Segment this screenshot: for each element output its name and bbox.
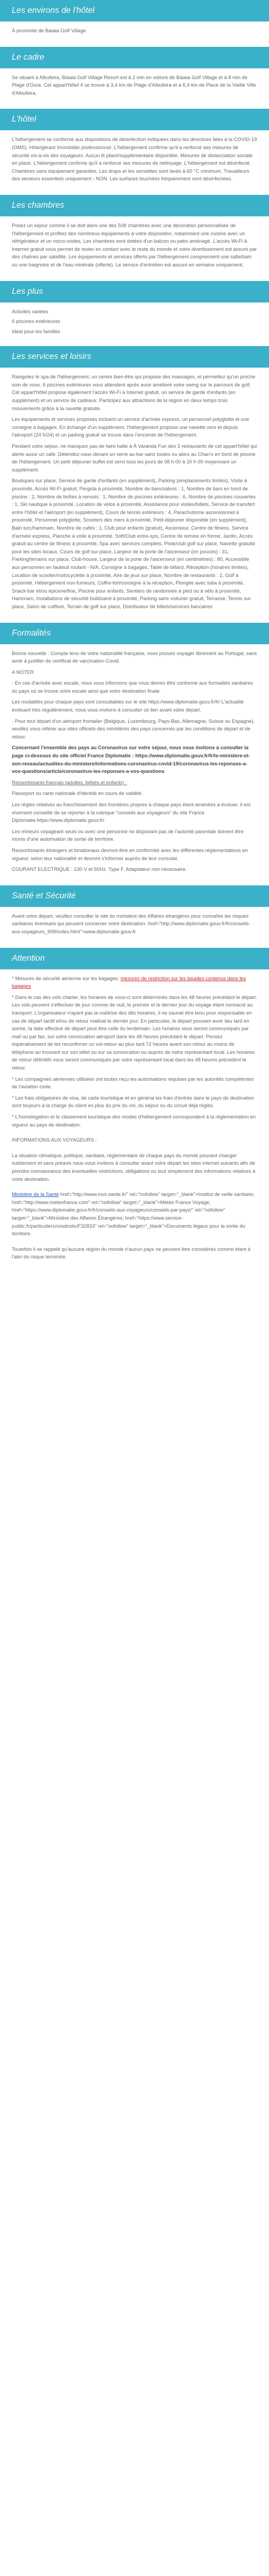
section-title-hotel: L'hôtel: [0, 109, 269, 130]
environs-block: [0, 22, 269, 47]
services-paragraph: Pendant votre séjour, ne manquez pas de faire halte à À Varanda Fun des 2 restaurants de cet appart'hôtel qui alerte aussi un café. Détendez-vous devant un verre au bar sans toutes ou alors au Chan's en bord de piscine de l'hébergement. Un petit déjeuner buffet est servi tous les jours de 08 h 00 à 10 h 00 moyennant un supplément.: [12, 444, 257, 473]
formalites-text: Concernant l'ensemble des pays au Coronavirus sur votre séjour, nous vous invitons à consulter la page ci-dessous du site officiel France Diplomatie : https://www.diplomatie.gouv.fr/fr/le-ministere-et-son-reseau/actualites-du-ministere/informations-coronavirus-covid-19/coronavirus-les-reponses-a-vos-questions/article/coronavirus-les-reponses-a-vos-questions: [12, 745, 250, 775]
plus-item: Idéal pour les familles: [12, 328, 60, 334]
formalites-text: Les mineurs voyageant seuls ou avec une personne ne disposant pas de l'autorité parentale doivent être munis d'une autorisation de sortie de territoire.: [12, 828, 244, 842]
attention-text: * L'homologation et le classement touristique des modes d'hébergement correspondent à la réglementation en vigueur au pays de destination.: [12, 1114, 256, 1128]
attention-p1-start: * Mesures de sécurité aérienne sur les bagages:: [12, 975, 121, 981]
formalites-block: [0, 644, 269, 885]
sante-block: [0, 907, 269, 948]
hotel-text: L'hébergement se conforme aux dispositions de désinfection indiquées dans les directives liées à la COVID-19 (OMS). Hôte/gérant Immobilier professionnel. L'hébergement confirme qu'il a renforcé ses mesures de sécurité vis-à-vis des voyageurs. Aucun lit pliant/supplémentaire disponible. Mesures de distanciation sociale en place. L'hébergement confirme qu'il a renforcé ses mesures de nettoyage. L'hébergement est désinfecté. Chambres sans équipement garanties. Les draps et les serviettes sont lavés à 60 °C minimum. Travailleurs des secteurs essentiels uniquement - NON. Les surfaces touchées fréquemment sont désinfectées.: [12, 137, 257, 182]
spacer: [12, 1132, 257, 1136]
attention-block: [0, 969, 269, 1273]
section-title-cadre: Le cadre: [0, 47, 269, 68]
attention-text: INFORMATIONS AUX VOYAGEURS :: [12, 1137, 97, 1143]
ministere-sante-link[interactable]: Ministère de la Santé: [12, 1192, 59, 1198]
spacer: [12, 1241, 257, 1245]
cadre-block: [0, 68, 269, 109]
attention-text: * Dans le cas des vols charter, les horaires de vous-ci sont déterminés dans les 48 heures précédant le départ. Les vols peuvent s'effectuer de jour comme de nuit, le premier et le dernier jour du voyage étant consacré au transport. L'organisateur n'ayant pas la maîtrise des dits horaires, il ne saurait être tenu pour responsable en cas de départ tardif et/ou de retour matinal le dernier jour. En particulier, le départ pouvant avoir lieu tard en soirée, la date effective de départ peut être celle du lendemain. Les horaires vous seront communiqués par mail ou par fax, sur votre convocation aéroport dans les 48 heures précédant le départ. Pensez impérativement de les reconfirmer un vol-retour au plus tard 72 heures avant son retour au moins de téléphone au trouvant sur son billet ou sur sa convocation ou auprès de notre représentant local. Les horaires de retour définitifs vous seront communiqués par votre représentant local dans les 48 heures précédent le retour.: [12, 994, 257, 1071]
formalites-text: Bonne nouvelle : Compte tenu de votre nationalité française, vous pouvez voyager librement au Portugal, sans avoir à justifier de certificat de vaccination Covid.: [12, 650, 257, 664]
section-title-sante: Santé et Sécurité: [0, 885, 269, 907]
formalites-text: Ressortissants français (adultes, bébés et enfants) :: [12, 779, 127, 785]
section-title-services: Les services et loisirs: [0, 346, 269, 368]
formalites-text: A NOTER: [12, 669, 34, 675]
hotel-block: [0, 130, 269, 195]
environs-text: À proximité de Baiaia Golf Village: [12, 28, 86, 33]
attention-text: * Les frais obligatoires de visa, de carte touristique et en général les frais d'entrée dans le pays de destination sont toujours à la charge du client en plus du prix du vol, du séjour ou du circuit déjà réglés.: [12, 1095, 254, 1109]
spacer: [12, 1186, 257, 1191]
services-paragraph: Les équipements et services proposés incluent un service d'arrivée express, un personnel polyglotte et une consigne à bagages. En échange d'un supplément, l'hébergement propose une navette vers et depuis l'aéroport (24 h/24) et un parking gratuit se trouve dans l'enceinte de l'hébergement.: [12, 417, 250, 438]
cadre-text: Se situant à Albufeira, Baiaia Golf Village Resort est à 2 min en voiture de Baiaia Golf Village et à 8 min de Plage d'Oura. Cet appart'hôtel 4 se trouve à 3,4 km de Plage d'Albufeira et à 6,9 km de Place de la Vieille Ville d'Albufeira.: [12, 74, 257, 96]
services-paragraph: Boutiques sur place, Service de garde d'enfants (en supplément), Parking (emplacements limités), Visite à proximité, Accès Wi-Fi gratuit, Pergola à proximité, Nombre de bars/salons : 1, Nombre de bars en bord de piscine : 2, Nombre de boîtes à renvois : 1, Nombre de piscines extérieures : 6, Nombre de piscines couvertes : 1, Ski nautique à proximité, Location de vélos à proximité, Assistance pour visites/billets, Service de transfert entre l'hôtel et l'aéroport (en supplément), Cours de tennis extérieurs : 4, Parachutisme ascensionnel à proximité, Personnel polyglotte, Scooters des mers à proximité, Petit-déjeuner disponible (en supplément), Bain turc/hammam, Nombre de cafés : 1, Club pour enfants (gratuit), Ascenseur, Centre de fitness, Service d'arrivée express, Planche à voile à proximité, Soft/Club entre-sps, Centre de remise en forme, Jardin, Accès gratuit au centre de fitness à proximité, Spa avec services complets, Piste/club golf sur place, Navette gratuite pour les sites locaux, Cours de golf sur place, Largeur de la porte de l'ascenseur (en pouces) : 31, Parking/terrains sur place, Club-house, Largeur de la porte de l'ascenseur (en centimètres) : 80, Accessible aux personnes en fauteuil roulant - N/A, Consigne à bagages, Table de billard, Réception (horaires limités), Location de scooter/motocyclette à proximité, Aire de jeux sur place, Nombre de restaurants : 2, Golf à proximité, Hébergement non-fumeurs, Coffre-fort/consigne à la réception, Plongée avec tuba à proximité, Snack-bar et/ou épicerie/fine, Piscine pour enfants, Sentiers de randonnée à pied ou à vélo à proximité, Hammam, Installations de sécurité buildsand à proximité, Parking sans voiturier gratuit, Terrasse, Tennis sur place, Salon de coiffure, Terrain de golf sur place, Distributeur de billets/services bancaires: [12, 478, 256, 609]
attention-text: * Les compagnies aériennes utilisées ont toutes reçu les autorisations requises par les autorités compétentes de l'aviation civile.: [12, 1076, 254, 1090]
formalites-text: Ressortissants étrangers et binationaux devront être en conformité avec les différentes réglementations en vigueur, selon leur nationalité et devront s'informer auprès de leur consulat.: [12, 847, 248, 861]
formalites-text: Les modalités pour chaque pays sont consultables sur le site https://www.diplomatie.gouv.fr/fr/ L'actualité évoluant très régulièrement, nous vous invitons à consulter ce lien avant votre départ.: [12, 699, 244, 713]
chambres-block: [0, 216, 269, 281]
formalites-text: Passeport ou carte nationale d'identité en cours de validité.: [12, 791, 143, 797]
formalites-text: COURANT ELECTRIQUE : 230 V et 50Hz. Type F. Adaptateur non nécessaire.: [12, 867, 187, 872]
plus-item: Activités variées: [12, 308, 48, 314]
plus-item: 6 piscines extérieures: [12, 319, 60, 325]
sante-text: Avant votre départ, veuillez consulter le site du ministère des Affaires étrangères pour connaître les risques sanitaires éventuels qui peuvent concerner votre destination. href="http://www.diplomatie.gouv.fr/fr/conseils-aux-voyageurs_909/index.html">www.diplomatie.gouv.fr: [12, 913, 251, 934]
section-title-plus: Les plus: [0, 281, 269, 302]
attention-text: [12, 975, 257, 990]
attention-text: Toutefois il se rappelé qu'aucune région du monde n'aucun pays ne peuvent être considérés comme étant à l'abri du risque terroriste.: [12, 1246, 251, 1260]
plus-block: [0, 302, 269, 347]
section-title-environs: Les environs de l'hôtel: [0, 0, 269, 22]
section-title-formalites: Formalités: [0, 623, 269, 644]
chambres-text: Posez un séjour comme il se doit dans une des 508 chambres avec une décoration personnalisée de l'hébergement et profitez des nombreux équipements à votre disposition, notamment une cuisine avec un réfrigérateur et un micro-ondes. Les chambres sont dotées d'un balcon ou patio aménagé. L'accès Wi-Fi à Internet gratuit vous permet de rester en contact avec le reste du monde et votre divertissement est assuré par des chaînes par satellite. Les équipements et services offerts par l'hébergement comprennent une salle/bain ou une baignoire et de l'eau minérale (offerte). Le service d'entretien est assuré en semaine uniquement.: [12, 222, 257, 268]
services-paragraph: Ravigotez le spa de l'hébergement, un centre bien-être qui propose des massages, et permettez qu'un proche soin de vous. 6 piscines extérieures vous attendent après avoir amélioré votre swing sur le parcours de golf. Cet appart'hôtel propose également l'accès Wi-Fi à Internet gratuit, un service de garde d'enfants (en supplément) et un service de cadeaux. Participez aux attractions de la région en deux temps trois mouvements grâce à la navette gratuite.: [12, 374, 256, 411]
formalites-text: - En cas d'arrivée avec escale, nous vous informons que vous devrez être conforme aux formalités sanitaires du pays où se trouve votre escale ainsi que votre destination finale.: [12, 680, 253, 694]
attention-text: [12, 1191, 257, 1238]
formalites-text: Les règles relatives au franchissement des frontières propres à chaque pays étant amenées à évoluer, il est vivement conseillé de se reporter à la rubrique "conseils aux voyageurs" du site France Diplomatie.https://www.diplomatie.gouv.fr/: [12, 802, 251, 824]
attention-p8-rest: href="http://www.invs.sante.fr/" rel="nofollow" target="_blank">Institut de veille sanitaire; href="http://www.meteofrance.com" rel="nofollow" target="_blank">Météo France Voyage; href="https://www.diplomatie.gouv.fr/fr/conseils-aux-voyageurs/conseils-par-pays/" rel="nofollow" target="_blank">Ministère des Affaires Étrangères; href="https://www.service-public.fr/particuliers/vosdroits/F32833" rel="nofollow" target="_blank">Documents légaux pour la sortie du territoire.: [12, 1192, 254, 1237]
liquids-restriction-link[interactable]: mesures de restriction sur les liquides contenus dans les bagages: [12, 975, 246, 989]
page: [0, 0, 269, 1273]
section-title-chambres: Les chambres: [0, 195, 269, 216]
spacer: [12, 1148, 257, 1152]
formalites-text: - Pour tout départ d'un aéroport frontalier (Belgique, Luxembourg, Pays-Bas, Allemagne, Suisse ou Espagne), veuillez vous référer aux sites officiels des ministères des pays concernés par les conditions de départ et de retour.: [12, 718, 255, 740]
attention-text: La situation climatique, politique, sanitaire, réglementaire de chaque pays du monde pouvant changer subitement et sans préavis nous vous invitons à consulter avant votre départ les sites internet suivants afin de prendre connaissance des éventuelles restrictions, obligations ou tout simplement des informations relatives à votre destination.: [12, 1152, 256, 1182]
section-title-attention: Attention: [0, 948, 269, 969]
services-block: [0, 368, 269, 622]
